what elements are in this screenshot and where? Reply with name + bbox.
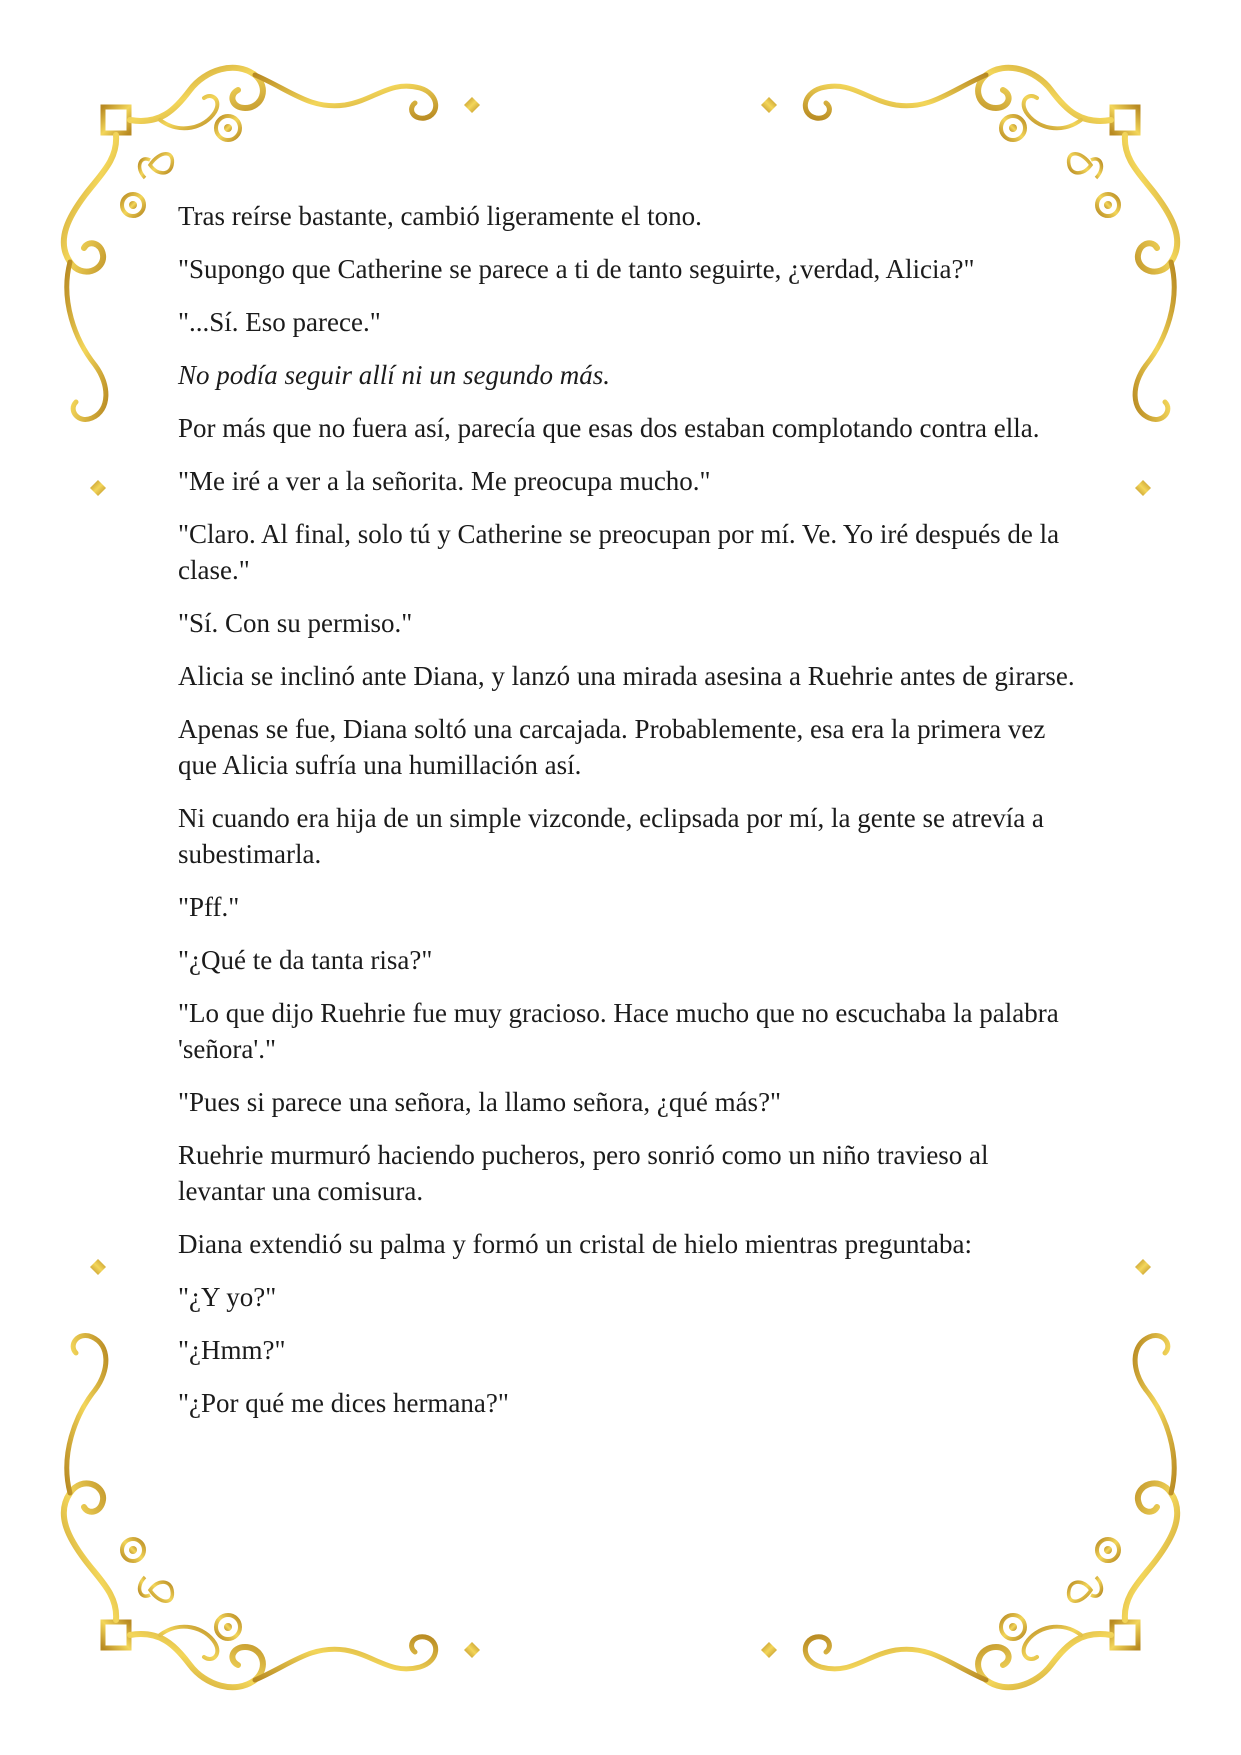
paragraph: "Claro. Al final, solo tú y Catherine se preocupan por mí. Ve. Yo iré después de la clase." bbox=[178, 519, 1060, 585]
paragraph: Diana extendió su palma y formó un cristal de hielo mientras preguntaba: bbox=[178, 1229, 973, 1259]
paragraph: "Sí. Con su permiso." bbox=[178, 608, 413, 638]
paragraph: "Lo que dijo Ruehrie fue muy gracioso. Hace mucho que no escuchaba la palabra 'señora'." bbox=[178, 998, 1059, 1064]
paragraph: Tras reírse bastante, cambió ligeramente el tono. bbox=[178, 201, 702, 231]
paragraph: "...Sí. Eso parece." bbox=[178, 307, 381, 337]
paragraph: Por más que no fuera así, parecía que esas dos estaban complotando contra ella. bbox=[178, 413, 1040, 443]
paragraph: Ruehrie murmuró haciendo pucheros, pero sonrió como un niño travieso al levantar una comisura. bbox=[178, 1140, 989, 1206]
paragraph: Alicia se inclinó ante Diana, y lanzó una mirada asesina a Ruehrie antes de girarse. bbox=[178, 661, 1075, 691]
paragraph: "¿Hmm?" bbox=[178, 1335, 286, 1365]
paragraph: "Me iré a ver a la señorita. Me preocupa mucho." bbox=[178, 466, 711, 496]
paragraph: "Pues si parece una señora, la llamo señora, ¿qué más?" bbox=[178, 1087, 782, 1117]
paragraph: Apenas se fue, Diana soltó una carcajada. Probablemente, esa era la primera vez que Alicia sufría una humillación así. bbox=[178, 714, 1046, 780]
paragraph: "¿Y yo?" bbox=[178, 1282, 277, 1312]
paragraph: "¿Por qué me dices hermana?" bbox=[178, 1388, 509, 1418]
document-body bbox=[178, 198, 1078, 1438]
paragraph: No podía seguir allí ni un segundo más. bbox=[178, 360, 611, 390]
paragraph: "Pff." bbox=[178, 892, 240, 922]
paragraph: "Supongo que Catherine se parece a ti de tanto seguirte, ¿verdad, Alicia?" bbox=[178, 254, 975, 284]
paragraph: "¿Qué te da tanta risa?" bbox=[178, 945, 433, 975]
paragraph: Ni cuando era hija de un simple vizconde, eclipsada por mí, la gente se atrevía a subestimarla. bbox=[178, 803, 1044, 869]
